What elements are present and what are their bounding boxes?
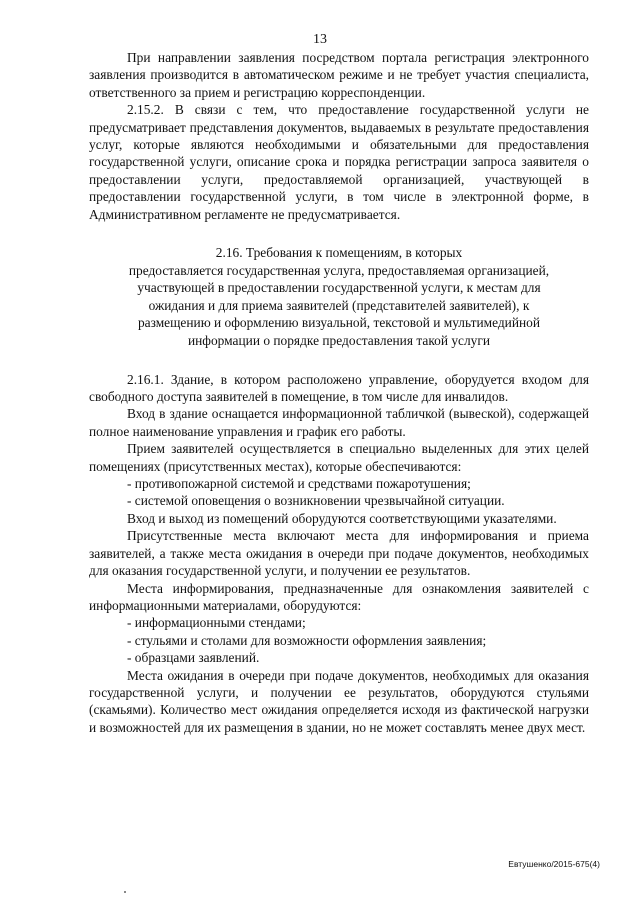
list-item: - системой оповещения о возникновении чрезвычайной ситуации. <box>127 493 505 509</box>
section-title-line: информации о порядке предоставления такой услуги <box>187 333 491 349</box>
page-number: 13 <box>313 32 327 47</box>
paragraph-2-16-1: 2.16.1. Здание, в котором расположено управление, оборудуется входом для свободного доступа заявителей в помещение, в том числе для инвалидов. <box>89 371 589 405</box>
section-title-line: 2.16. Требования к помещениям, в которых <box>215 245 463 261</box>
scan-dot <box>124 891 126 893</box>
paragraph-entrance-sign: Вход в здание оснащается информационной табличкой (вывеской), содержащей полное наименование управления и график его работы. <box>89 406 589 439</box>
document-body <box>89 49 589 736</box>
section-title-line: предоставляется государственная услуга, предоставляемая организацией, <box>128 262 550 278</box>
list-item: - стульями и столами для возможности оформления заявления; <box>127 632 487 648</box>
paragraph-2-15-2: 2.15.2. В связи с тем, что предоставление государственной услуги не предусматривает представления документов, выдаваемых в результате предоставления услуг, которые являются необходимыми и обязательными для предоставления государственной услуги, описание срока и порядка регистрации запроса заявителя о предоставлении услуги, предоставляемой организацией, участвующей в предоставлении государственной услуги, в том числе в электронной форме, в Административном регламенте не предусматривается. <box>89 102 589 222</box>
list-item: - противопожарной системой и средствами пожаротушения; <box>127 476 471 492</box>
section-title-line: участвующей в предоставлении государственной услуги, к местам для <box>137 280 541 296</box>
paragraph-portal-registration: При направлении заявления посредством портала регистрация электронного заявления производится в автоматическом режиме и не требует участия специалиста, ответственного за прием и регистрацию корреспонденции. <box>89 50 589 100</box>
list-item: - образцами заявлений. <box>127 650 260 666</box>
list-item: - информационными стендами; <box>127 615 306 631</box>
paragraph-entry-exit: Вход и выход из помещений оборудуются соответствующими указателями. <box>127 510 557 526</box>
section-title-line: ожидания и для приема заявителей (представителей заявителей), к <box>148 297 530 313</box>
footer-document-code: Евтушенко/2015-675(4) <box>508 859 600 869</box>
paragraph-presence-places: Присутственные места включают места для информирования и приема заявителей, а также места ожидания в очереди при подаче документов, необходимых для оказания государственной услуги, и получении ее результатов. <box>89 528 589 579</box>
section-title-line: размещению и оформлению визуальной, текстовой и мультимедийной <box>137 315 541 331</box>
paragraph-reception-rooms: Прием заявителей осуществляется в специально выделенных для этих целей помещениях (присутственных местах), которые обеспечиваются: <box>89 441 589 474</box>
paragraph-information-places: Места информирования, предназначенные для ознакомления заявителей с информационными материалами, оборудуются: <box>89 580 589 613</box>
section-title-2-16 <box>89 244 589 350</box>
paragraph-waiting-places: Места ожидания в очереди при подаче документов, необходимых для оказания государственной услуги, и получении ее результатов, оборудуются стульями (скамьями). Количество мест ожидания определяется исходя из фактической нагрузки и возможностей для их размещения в здании, но не может составлять менее двух мест. <box>89 667 589 735</box>
